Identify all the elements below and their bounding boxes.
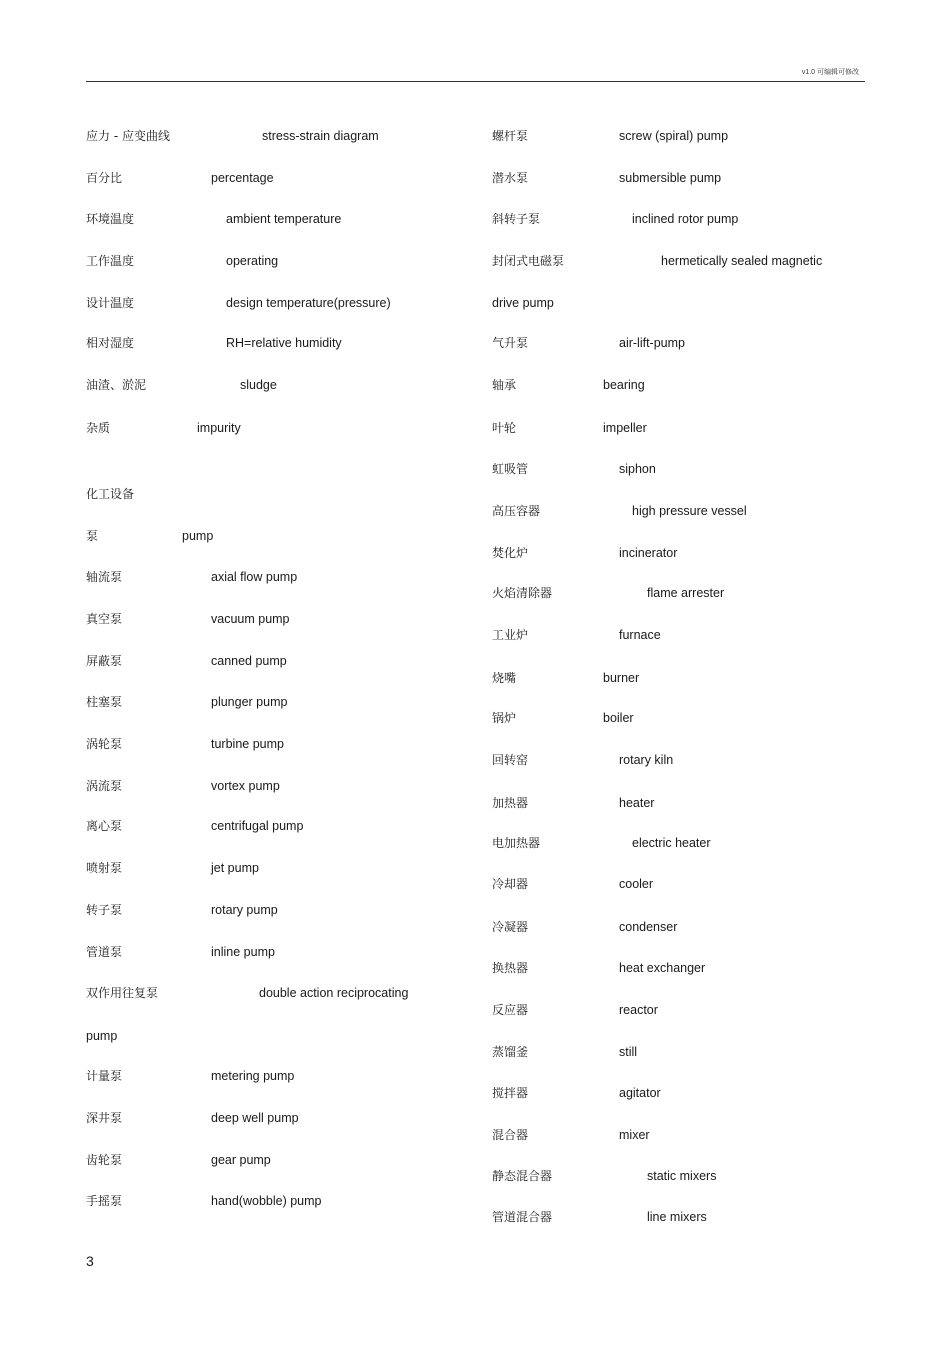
term-zh: 蒸馏釜 bbox=[492, 1045, 529, 1059]
term-en: submersible pump bbox=[619, 171, 722, 185]
term-en: inclined rotor pump bbox=[632, 212, 739, 226]
term-zh: 涡流泵 bbox=[86, 779, 123, 793]
header-version-label: v1.0 可编辑可修改 bbox=[801, 69, 859, 76]
term-zh: 应力 - 应变曲线 bbox=[86, 129, 170, 143]
term-en: ambient temperature bbox=[226, 212, 342, 226]
term-en: mixer bbox=[619, 1128, 650, 1142]
term-zh: 静态混合器 bbox=[492, 1169, 553, 1183]
term-zh: 回转窑 bbox=[492, 753, 529, 767]
term-zh: 油渣、淤泥 bbox=[86, 378, 147, 392]
term-zh: 柱塞泵 bbox=[86, 695, 123, 709]
term-en: heat exchanger bbox=[619, 961, 706, 975]
term-zh: 潜水泵 bbox=[492, 171, 529, 185]
term-zh: 斜转子泵 bbox=[492, 212, 541, 226]
term-zh: 喷射泵 bbox=[86, 861, 123, 875]
term-en: metering pump bbox=[211, 1069, 295, 1083]
term-zh: 涡轮泵 bbox=[86, 737, 123, 751]
term-zh: 管道混合器 bbox=[492, 1210, 553, 1224]
term-en: centrifugal pump bbox=[211, 819, 304, 833]
page-number: 3 bbox=[86, 1253, 94, 1269]
term-en: air-lift-pump bbox=[619, 336, 685, 350]
term-en: still bbox=[619, 1045, 638, 1059]
term-en: siphon bbox=[619, 462, 656, 476]
term-zh: 混合器 bbox=[492, 1128, 529, 1142]
term-zh: 离心泵 bbox=[86, 819, 123, 833]
term-zh: 火焰清除器 bbox=[492, 586, 553, 600]
term-en: plunger pump bbox=[211, 695, 288, 709]
term-en: bearing bbox=[603, 378, 645, 392]
term-zh: 齿轮泵 bbox=[86, 1153, 123, 1167]
term-en: impeller bbox=[603, 421, 647, 435]
term-en: flame arrester bbox=[647, 586, 725, 600]
term-en: turbine pump bbox=[211, 737, 284, 751]
term-en: percentage bbox=[211, 171, 274, 185]
term-en: condenser bbox=[619, 920, 678, 934]
term-zh: 螺杆泵 bbox=[492, 129, 529, 143]
term-en: agitator bbox=[619, 1086, 661, 1100]
term-en: line mixers bbox=[647, 1210, 707, 1224]
term-en-continuation: pump bbox=[86, 1029, 118, 1043]
term-zh: 冷却器 bbox=[492, 877, 529, 891]
term-en: reactor bbox=[619, 1003, 658, 1017]
term-en: vacuum pump bbox=[211, 612, 290, 626]
term-en: deep well pump bbox=[211, 1111, 299, 1125]
term-en: hand(wobble) pump bbox=[211, 1194, 322, 1208]
term-zh: 轴流泵 bbox=[86, 570, 123, 584]
term-en: hermetically sealed magnetic bbox=[661, 254, 823, 268]
term-en: rotary pump bbox=[211, 903, 278, 917]
term-zh: 电加热器 bbox=[492, 836, 541, 850]
term-en-continuation: drive pump bbox=[492, 296, 554, 310]
term-en: pump bbox=[182, 529, 214, 543]
term-en: heater bbox=[619, 796, 655, 810]
header-rule bbox=[86, 81, 865, 82]
term-en: furnace bbox=[619, 628, 661, 642]
term-zh: 设计温度 bbox=[86, 296, 135, 310]
term-en: screw (spiral) pump bbox=[619, 129, 729, 143]
term-zh: 加热器 bbox=[492, 796, 529, 810]
term-zh: 换热器 bbox=[492, 961, 529, 975]
term-zh: 相对湿度 bbox=[86, 336, 135, 350]
term-en: double action reciprocating bbox=[259, 986, 409, 1000]
term-en: impurity bbox=[197, 421, 241, 435]
term-en: incinerator bbox=[619, 546, 678, 560]
term-zh: 百分比 bbox=[86, 171, 123, 185]
term-en: axial flow pump bbox=[211, 570, 298, 584]
term-en: burner bbox=[603, 671, 640, 685]
term-en: rotary kiln bbox=[619, 753, 674, 767]
term-zh: 环境温度 bbox=[86, 212, 135, 226]
term-zh: 手摇泵 bbox=[86, 1194, 123, 1208]
term-en: cooler bbox=[619, 877, 654, 891]
term-en: vortex pump bbox=[211, 779, 280, 793]
term-zh: 虹吸管 bbox=[492, 462, 529, 476]
term-zh: 烧嘴 bbox=[492, 671, 517, 685]
term-en: operating bbox=[226, 254, 279, 268]
term-zh: 转子泵 bbox=[86, 903, 123, 917]
term-zh: 真空泵 bbox=[86, 612, 123, 626]
term-zh: 杂质 bbox=[86, 421, 111, 435]
term-en: electric heater bbox=[632, 836, 711, 850]
term-zh: 工业炉 bbox=[492, 628, 529, 642]
term-zh: 屏蔽泵 bbox=[86, 654, 123, 668]
term-zh: 管道泵 bbox=[86, 945, 123, 959]
term-zh: 轴承 bbox=[492, 378, 517, 392]
term-en: canned pump bbox=[211, 654, 287, 668]
term-en: gear pump bbox=[211, 1153, 271, 1167]
term-en: high pressure vessel bbox=[632, 504, 747, 518]
term-zh: 气升泵 bbox=[492, 336, 529, 350]
term-zh: 锅炉 bbox=[492, 711, 517, 725]
term-en: sludge bbox=[240, 378, 277, 392]
term-zh: 叶轮 bbox=[492, 421, 517, 435]
term-zh: 焚化炉 bbox=[492, 546, 529, 560]
term-zh: 反应器 bbox=[492, 1003, 529, 1017]
section-heading: 化工设备 bbox=[86, 487, 135, 501]
term-zh: 双作用往复泵 bbox=[86, 986, 159, 1000]
term-zh: 工作温度 bbox=[86, 254, 135, 268]
term-zh: 封闭式电磁泵 bbox=[492, 254, 565, 268]
term-en: RH=relative humidity bbox=[226, 336, 342, 350]
term-en: jet pump bbox=[211, 861, 259, 875]
term-zh: 高压容器 bbox=[492, 504, 541, 518]
term-en: boiler bbox=[603, 711, 634, 725]
term-en: stress-strain diagram bbox=[262, 129, 379, 143]
term-zh: 深井泵 bbox=[86, 1111, 123, 1125]
term-zh: 冷凝器 bbox=[492, 920, 529, 934]
term-zh: 搅拌器 bbox=[492, 1086, 529, 1100]
term-en: design temperature(pressure) bbox=[226, 296, 391, 310]
term-zh: 计量泵 bbox=[86, 1069, 123, 1083]
term-en: inline pump bbox=[211, 945, 275, 959]
term-en: static mixers bbox=[647, 1169, 717, 1183]
term-zh: 泵 bbox=[86, 529, 99, 543]
